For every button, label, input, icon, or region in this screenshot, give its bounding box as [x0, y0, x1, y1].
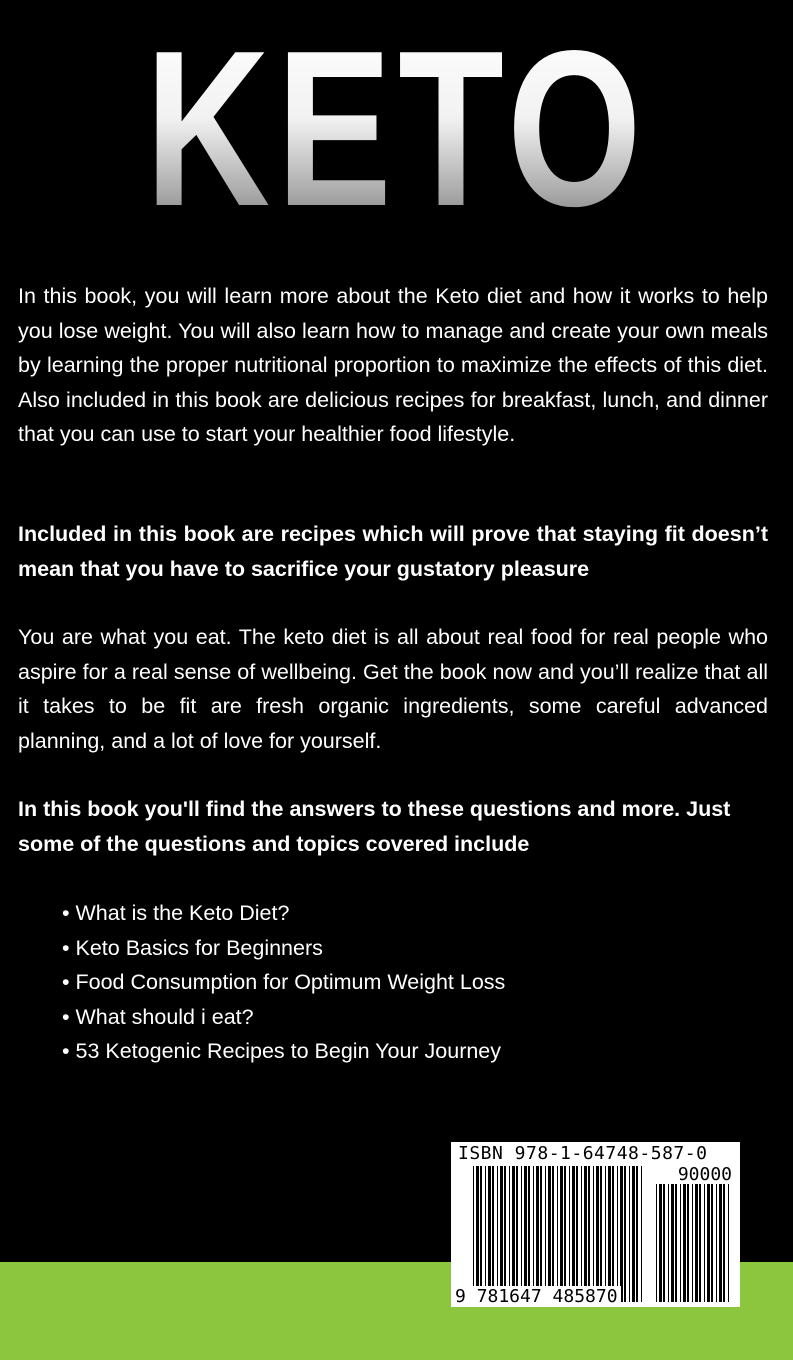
barcode-bar: [524, 1166, 527, 1302]
barcode-bar: [476, 1166, 479, 1302]
barcode-bar: [620, 1166, 623, 1302]
barcode-bar: [719, 1184, 722, 1302]
list-item: • Keto Basics for Beginners: [62, 935, 323, 960]
barcode-bar: [540, 1166, 542, 1302]
barcode-bar: [695, 1184, 698, 1302]
barcode-bar: [692, 1184, 693, 1302]
barcode-bar: [699, 1184, 701, 1302]
barcode-bar: [663, 1184, 665, 1302]
summary-paragraph: You are what you eat. The keto diet is all about real food for real people who aspire for a real sense of wellbeing. Get the book now and you’ll realize that all it takes to be fit are fresh organic ingredients, some careful advanced planning, and a lot of love for yourself.: [18, 625, 768, 753]
barcode-bar: [683, 1184, 686, 1302]
barcode-bar: [636, 1166, 638, 1302]
barcode-bar: [716, 1184, 717, 1302]
barcode-bar: [581, 1166, 582, 1302]
barcode-bar: [593, 1166, 594, 1302]
topics-list: [62, 896, 505, 1069]
isbn-barcode: [451, 1142, 740, 1307]
barcode-bar: [560, 1166, 563, 1302]
barcode-bar: [596, 1166, 599, 1302]
highlight-paragraph: Included in this book are recipes which will prove that staying fit doesn’t mean that you have to sacrifice your gustatory pleasure: [18, 522, 768, 581]
list-item: • 53 Ketogenic Recipes to Begin Your Journey: [62, 1039, 502, 1063]
isbn-label: ISBN 978-1-64748-587-0: [458, 1143, 708, 1164]
barcode-bar: [687, 1184, 689, 1302]
book-title: KETO: [87, 18, 706, 240]
barcode-bar: [557, 1166, 558, 1302]
barcode-bar: [632, 1166, 635, 1302]
barcode-bar: [617, 1166, 618, 1302]
barcode-bar: [608, 1166, 611, 1302]
barcode-bar: [671, 1184, 674, 1302]
barcode-bar: [728, 1184, 729, 1302]
barcode-bar: [485, 1166, 486, 1302]
barcode-bar: [572, 1166, 575, 1302]
ean-number: 9 781647 485870: [455, 1286, 621, 1307]
barcode-bar: [656, 1184, 657, 1302]
barcode-bar: [536, 1166, 539, 1302]
barcode-bar: [723, 1184, 725, 1302]
list-item: • Food Consumption for Optimum Weight Loss: [62, 970, 506, 994]
barcode-bar: [659, 1184, 662, 1302]
barcode-bar: [500, 1166, 503, 1302]
barcode-bar: [624, 1166, 626, 1302]
barcode-bar: [492, 1166, 494, 1302]
barcode-bar: [488, 1166, 491, 1302]
barcode-bar: [629, 1166, 630, 1302]
barcode-bar: [552, 1166, 554, 1302]
barcode-bar: [497, 1166, 498, 1302]
barcode-bar: [516, 1166, 518, 1302]
barcode-bar: [641, 1166, 642, 1302]
barcode-bar: [576, 1166, 578, 1302]
topics-intro: In this book you'll find the answers to these questions and more. Just some of the questions and topics covered include: [18, 797, 731, 856]
barcode-bar: [569, 1166, 570, 1302]
barcode-bar: [675, 1184, 677, 1302]
price-code: 90000: [677, 1164, 732, 1185]
barcode-bar: [600, 1166, 602, 1302]
barcode-bar: [584, 1166, 587, 1302]
barcode-bar: [533, 1166, 534, 1302]
barcode-bar: [711, 1184, 713, 1302]
description-paragraph: In this book, you will learn more about the Keto diet and how it works to help you lose weight. You will also learn how to manage and create your own meals by learning the proper nutritional proportion to maximize the effects of this diet. Also included in this book are delicious recipes for breakfast, lunch, and dinner that you can use to start your healthier food lifestyle.: [18, 284, 768, 446]
barcode-bar: [509, 1166, 510, 1302]
barcode-bar: [680, 1184, 681, 1302]
barcode-bar: [612, 1166, 614, 1302]
list-item: • What should i eat?: [62, 1004, 254, 1029]
barcode-bar: [528, 1166, 530, 1302]
barcode-bar: [707, 1184, 710, 1302]
barcode-bar: [605, 1166, 606, 1302]
barcode-bar: [545, 1166, 546, 1302]
barcode-bar: [704, 1184, 705, 1302]
barcode-bar: [668, 1184, 669, 1302]
barcode-bar: [521, 1166, 522, 1302]
barcode-bar: [480, 1166, 482, 1302]
list-item: • What is the Keto Diet?: [62, 901, 290, 925]
barcode-bar: [504, 1166, 506, 1302]
barcode-bar: [564, 1166, 566, 1302]
barcode-bar: [548, 1166, 551, 1302]
barcode-bar: [588, 1166, 590, 1302]
barcode-bar: [473, 1166, 474, 1302]
barcode-bar: [512, 1166, 515, 1302]
